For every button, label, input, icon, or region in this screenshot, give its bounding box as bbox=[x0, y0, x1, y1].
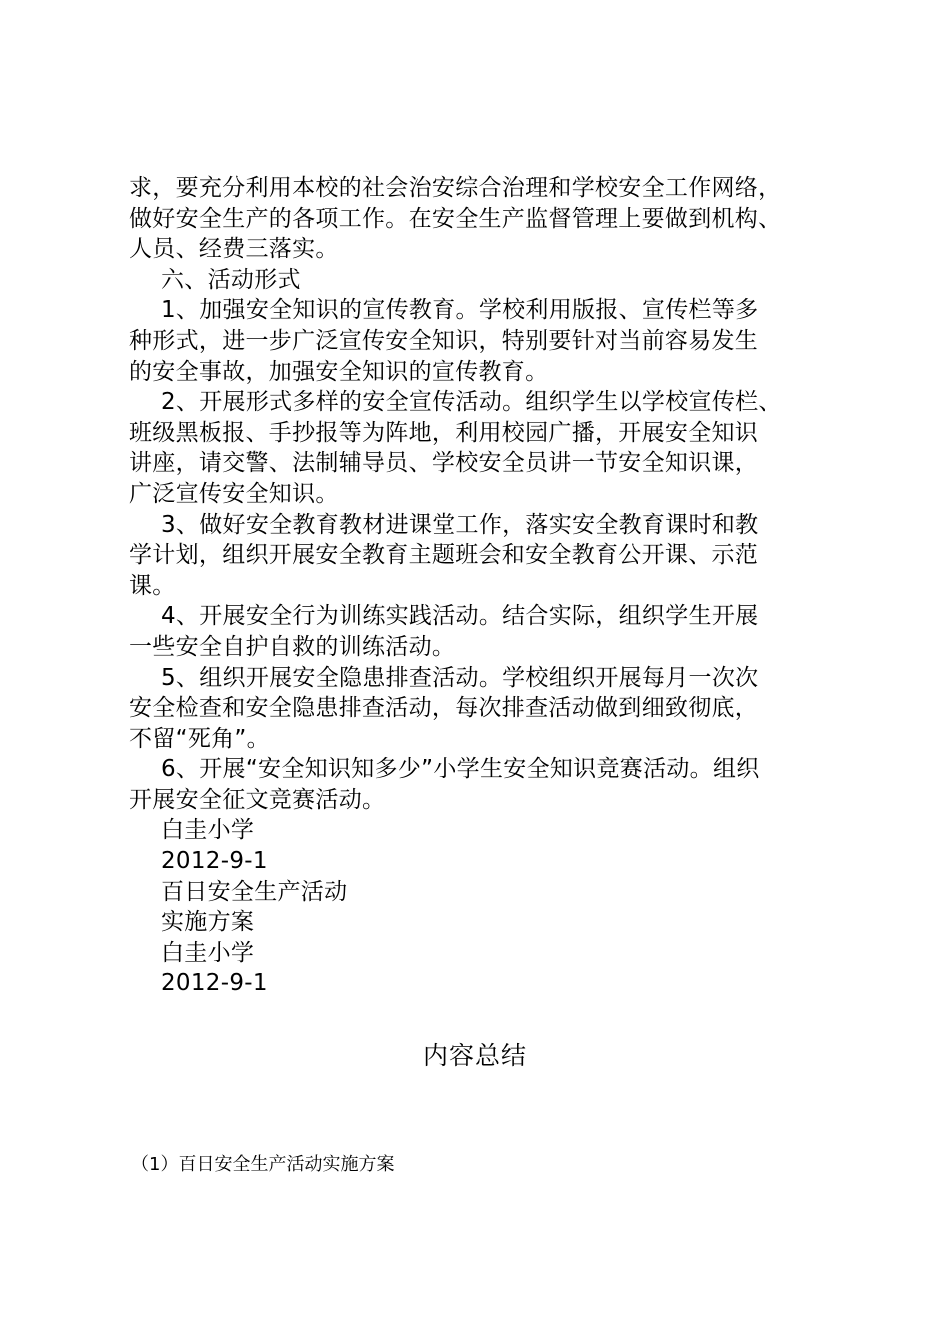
text-line: 种形式，进一步广泛宣传安全知识，特别要针对当前容易发生 bbox=[129, 327, 759, 354]
text-line: 4、开展安全行为训练实践活动。结合实际，组织学生开展 bbox=[161, 603, 759, 630]
text-line: 一些安全自护自救的训练活动。 bbox=[129, 633, 456, 660]
text-line: 班级黑板报、手抄报等为阵地，利用校园广播，开展安全知识 bbox=[129, 419, 759, 446]
text-line: 人员、经费三落实。 bbox=[129, 236, 339, 263]
text-line: 1、加强安全知识的宣传教育。学校利用版报、宣传栏等多 bbox=[161, 297, 759, 324]
text-line: 做好安全生产的各项工作。在安全生产监督管理上要做到机构、 bbox=[129, 205, 782, 232]
text-line: 5、组织开展安全隐患排查活动。学校组织开展每月一次次 bbox=[161, 664, 759, 691]
text-line: 2012-9-1 bbox=[161, 970, 268, 997]
text-line: 学计划，组织开展安全教育主题班会和安全教育公开课、示范 bbox=[129, 542, 759, 569]
text-line: 6、开展“安全知识知多少”小学生安全知识竞赛活动。组织 bbox=[161, 756, 760, 783]
text-line: 开展安全征文竞赛活动。 bbox=[129, 786, 386, 813]
text-line: 求，要充分利用本校的社会治安综合治理和学校安全工作网络， bbox=[129, 175, 782, 201]
text-line: 实施方案 bbox=[161, 909, 255, 936]
summary-item: （1）百日安全生产活动实施方案 bbox=[131, 1154, 395, 1175]
text-line: 2012-9-1 bbox=[161, 848, 268, 875]
text-line: 2、开展形式多样的安全宣传活动。组织学生以学校宣传栏、 bbox=[161, 389, 782, 416]
text-line: 六、活动形式 bbox=[161, 266, 301, 293]
text-line: 3、做好安全教育教材进课堂工作，落实安全教育课时和教 bbox=[161, 511, 759, 538]
text-line: 白圭小学 bbox=[161, 939, 255, 966]
text-line: 讲座，请交警、法制辅导员、学校安全员讲一节安全知识课， bbox=[129, 450, 759, 477]
text-line: 广泛宣传安全知识。 bbox=[129, 480, 339, 507]
text-line: 不留“死角”。 bbox=[129, 725, 270, 752]
text-line: 的安全事故，加强安全知识的宣传教育。 bbox=[129, 358, 549, 385]
text-line: 安全检查和安全隐患排查活动，每次排查活动做到细致彻底， bbox=[129, 695, 759, 722]
document-body bbox=[129, 173, 829, 999]
text-line: 课。 bbox=[129, 572, 176, 599]
text-line: 白圭小学 bbox=[161, 817, 255, 844]
summary-heading: 内容总结 bbox=[422, 1041, 527, 1070]
text-line: 百日安全生产活动 bbox=[161, 878, 348, 905]
